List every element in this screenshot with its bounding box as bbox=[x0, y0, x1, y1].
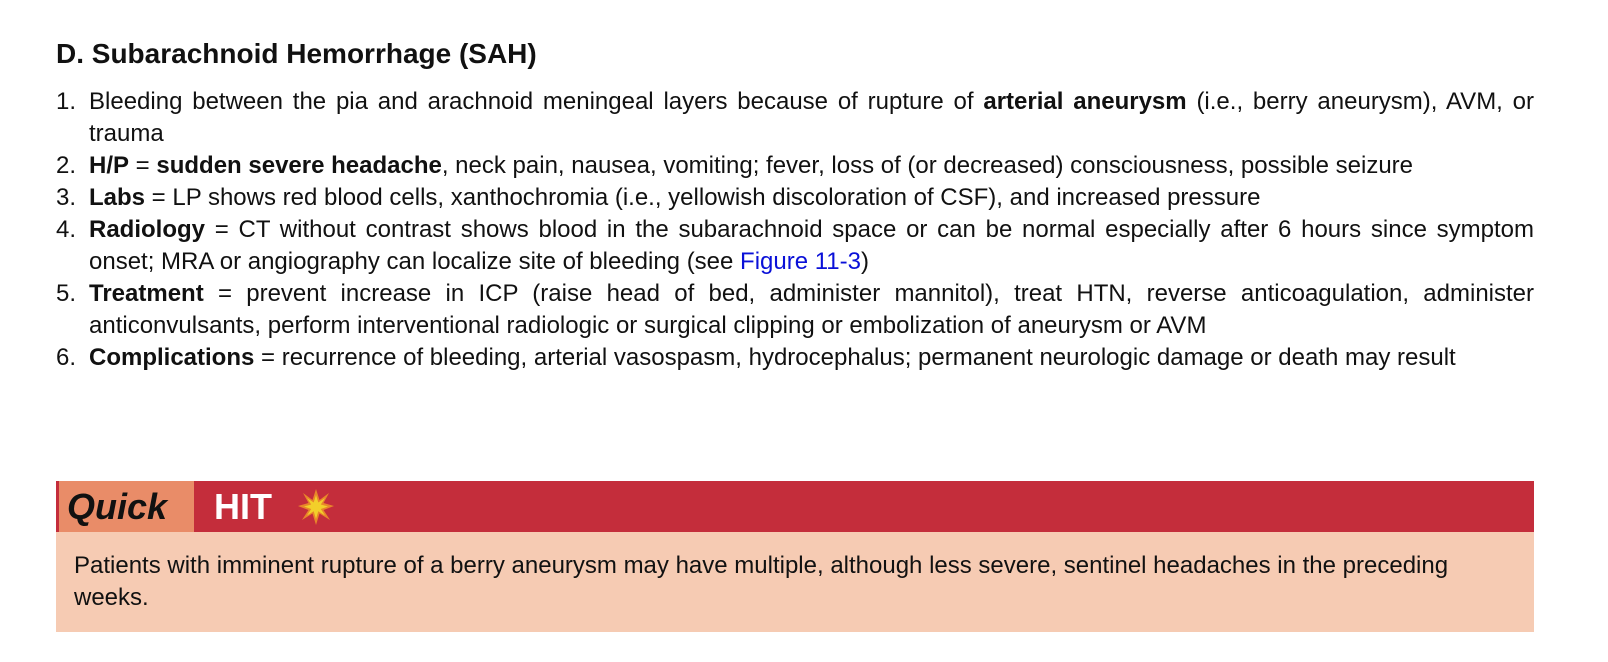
list-item-number: 1. bbox=[56, 88, 77, 115]
bold-term: sudden severe headache bbox=[156, 152, 442, 179]
list-item-text bbox=[89, 214, 1534, 278]
starburst-icon bbox=[296, 487, 336, 527]
quick-label: Quick bbox=[56, 481, 194, 532]
hit-label: HIT bbox=[214, 485, 272, 527]
numbered-list bbox=[56, 86, 1534, 374]
list-item-number: 3. bbox=[56, 184, 77, 211]
bold-term: Labs bbox=[89, 184, 146, 211]
list-item-number: 5. bbox=[56, 280, 77, 307]
list-item-number: 6. bbox=[56, 344, 77, 371]
list-item bbox=[56, 214, 1534, 278]
text-run: Bleeding between the pia and arachnoid meningeal layers because of rupture of bbox=[89, 88, 984, 115]
text-run: , neck pain, nausea, vomiting; fever, loss of (or decreased) consciousness, possible seizure bbox=[441, 152, 1414, 179]
text-run: = LP shows red blood cells, xanthochromia (i.e., yellowish discoloration of CSF), and increased pressure bbox=[145, 184, 1261, 211]
list-item bbox=[56, 86, 1534, 150]
bold-term: Complications bbox=[89, 344, 255, 371]
text-run: = CT without contrast shows blood in the subarachnoid space or can be normal especially after 6 hours since symptom onset; MRA or angiography can localize site of bleeding (see bbox=[89, 216, 1534, 275]
bold-term: Treatment bbox=[89, 280, 204, 307]
list-item-text bbox=[89, 150, 1534, 182]
list-item bbox=[56, 278, 1534, 342]
list-item-text bbox=[89, 278, 1534, 342]
list-item bbox=[56, 182, 1534, 214]
text-run: ) bbox=[861, 248, 869, 275]
text-run: = prevent increase in ICP (raise head of bed, administer mannitol), treat HTN, reverse anticoagulation, administer anticonvulsants, perform interventional radiologic or surgical clipping or embolization of aneurysm or AVM bbox=[89, 280, 1534, 339]
list-item bbox=[56, 150, 1534, 182]
text-run: = bbox=[129, 152, 157, 179]
section-title: D. Subarachnoid Hemorrhage (SAH) bbox=[56, 38, 537, 69]
text-run: (i.e., berry aneurysm), AVM, or trauma bbox=[89, 88, 1535, 147]
bold-term: arterial aneurysm bbox=[983, 88, 1187, 115]
text-run: = recurrence of bleeding, arterial vasospasm, hydrocephalus; permanent neurologic damage or death may result bbox=[254, 344, 1456, 371]
list-item-text bbox=[89, 86, 1534, 150]
list-item-text bbox=[89, 342, 1534, 374]
figure-link[interactable]: Figure 11-3 bbox=[740, 248, 861, 275]
bold-term: H/P bbox=[89, 152, 130, 179]
list-item-number: 2. bbox=[56, 152, 77, 179]
list-item-text bbox=[89, 182, 1534, 214]
quick-hit-body: Patients with imminent rupture of a berry aneurysm may have multiple, although less severe, sentinel headaches in the preceding weeks. bbox=[56, 532, 1534, 632]
quick-hit-header bbox=[56, 481, 1534, 532]
list-item-number: 4. bbox=[56, 216, 77, 243]
bold-term: Radiology bbox=[89, 216, 206, 243]
list-item bbox=[56, 342, 1534, 374]
